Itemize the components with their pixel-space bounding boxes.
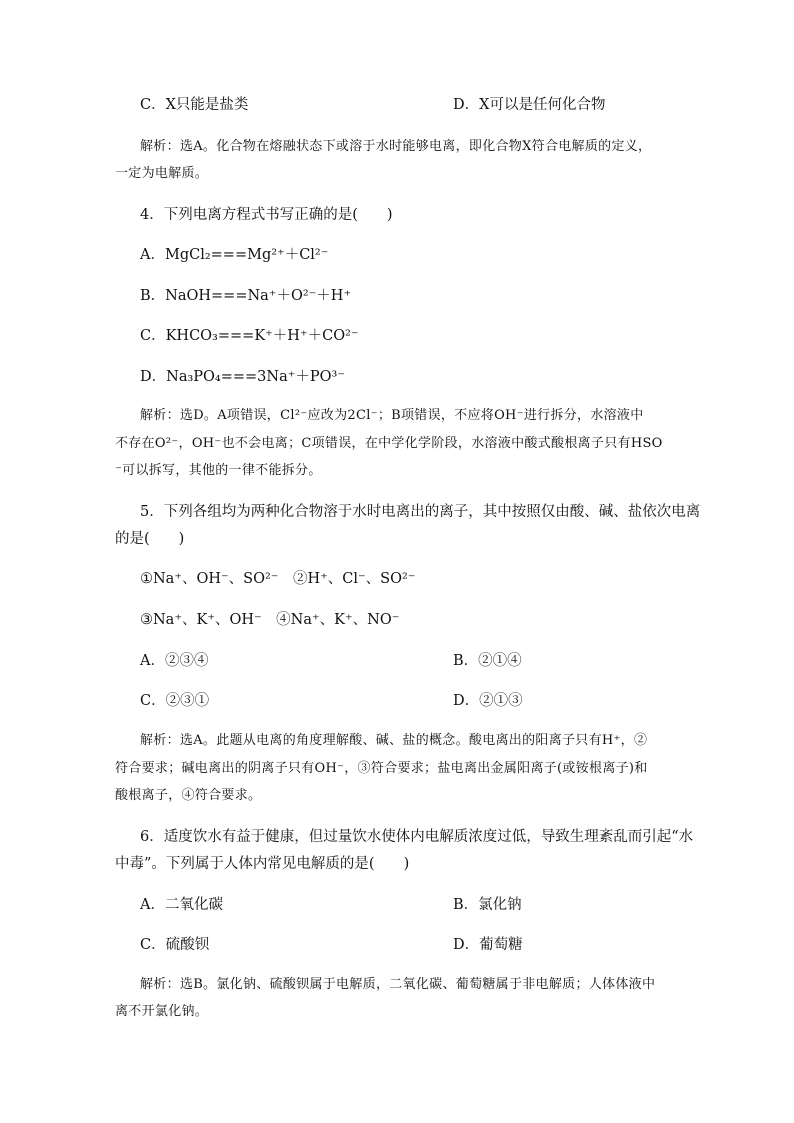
q6-option-b: B．氯化钠 [453, 897, 522, 913]
q3-explanation-line-2: 一定为电解质。 [115, 166, 209, 181]
q4-option-d: D．Na₃PO₄===3Na⁺＋PO³⁻ [140, 369, 345, 385]
q6-option-d: D．葡萄糖 [453, 937, 523, 953]
q4-stem: 4．下列电离方程式书写正确的是( ) [140, 207, 393, 223]
q6-explanation-line-2: 离不开氯化钠。 [115, 1004, 209, 1019]
q5-groups-line-1: ①Na⁺、OH⁻、SO²⁻ ②H⁺、Cl⁻、SO²⁻ [140, 571, 416, 587]
q6-explanation-line-1: 解析：选B。氯化钠、硫酸钡属于电解质，二氧化碳、葡萄糖属于非电解质；人体体液中 [140, 977, 656, 992]
q6-option-c: C．硫酸钡 [140, 937, 210, 953]
q5-explanation-line-3: 酸根离子，④符合要求。 [115, 788, 262, 803]
q4-explanation-line-2: 不存在O²⁻，OH⁻也不会电离；C项错误，在中学化学阶段，水溶液中酸式酸根离子只有HSO [115, 436, 663, 451]
q6-option-a: A．二氧化碳 [140, 897, 223, 913]
q3-explanation-line-1: 解析：选A。化合物在熔融状态下或溶于水时能够电离，即化合物X符合电解质的定义， [140, 139, 652, 154]
q5-option-a: A．②③④ [140, 653, 209, 669]
q3-option-d: D．X可以是任何化合物 [453, 97, 606, 113]
q5-explanation-line-1: 解析：选A。此题从电离的角度理解酸、碱、盐的概念。酸电离出的阳离子只有H⁺，② [140, 733, 648, 748]
q6-stem-line-1: 6．适度饮水有益于健康，但过量饮水使体内电解质浓度过低，导致生理紊乱而引起“水 [140, 829, 694, 845]
q6-stem-line-2: 中毒”。下列属于人体内常见电解质的是( ) [115, 856, 410, 872]
q5-explanation-line-2: 符合要求；碱电离出的阴离子只有OH⁻，③符合要求；盐电离出金属阳离子(或铵根离子)和 [115, 761, 648, 776]
q5-groups-line-2: ③Na⁺、K⁺、OH⁻ ④Na⁺、K⁺、NO⁻ [140, 612, 400, 628]
q3-option-c: C．X只能是盐类 [140, 97, 249, 113]
q4-option-b: B．NaOH===Na⁺＋O²⁻＋H⁺ [140, 288, 352, 304]
q4-option-a: A．MgCl₂===Mg²⁺＋Cl²⁻ [140, 247, 329, 263]
q5-option-b: B．②①④ [453, 653, 522, 669]
q4-option-c: C．KHCO₃===K⁺＋H⁺＋CO²⁻ [140, 328, 359, 344]
q4-explanation-line-3: ⁻可以拆写，其他的一律不能拆分。 [115, 463, 322, 478]
q5-stem-line-1: 5．下列各组均为两种化合物溶于水时电离出的离子，其中按照仅由酸、碱、盐依次电离 [140, 504, 701, 520]
q5-option-c: C．②③① [140, 693, 210, 709]
q4-explanation-line-1: 解析：选D。A项错误，Cl²⁻应改为2Cl⁻；B项错误，不应将OH⁻进行拆分，水溶液中 [140, 408, 644, 423]
q5-option-d: D．②①③ [453, 693, 523, 709]
q5-stem-line-2: 的是( ) [115, 531, 185, 547]
